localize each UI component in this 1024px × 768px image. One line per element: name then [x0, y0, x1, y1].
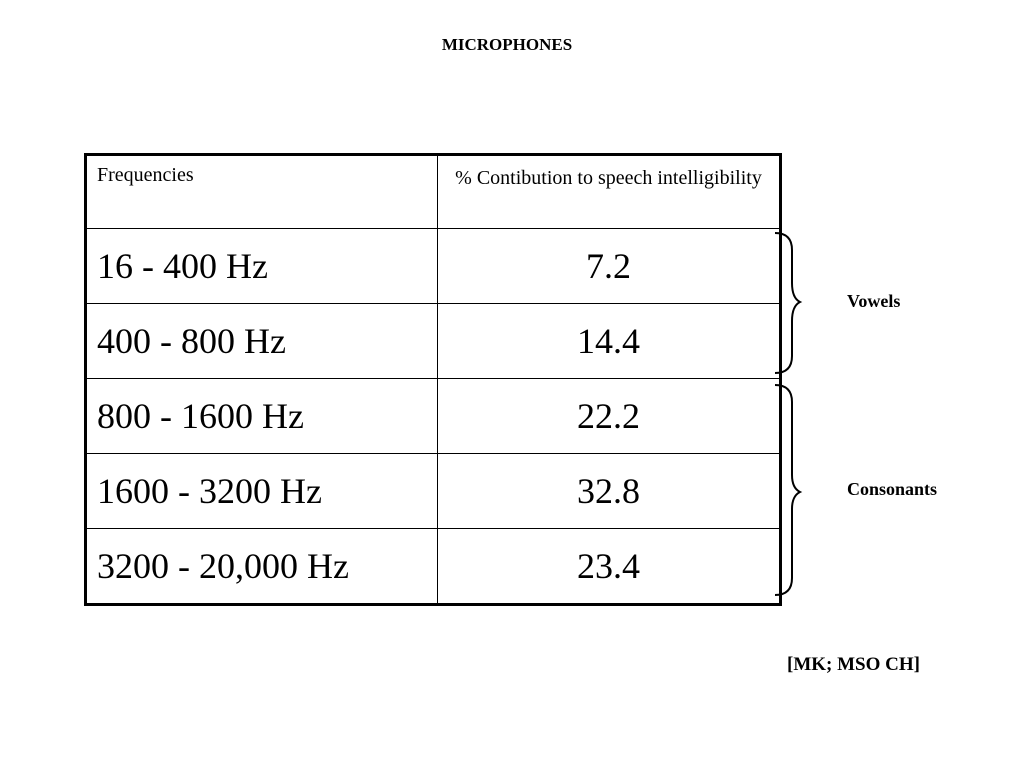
source-citation: [MK; MSO CH] — [787, 654, 920, 675]
page-title: MICROPHONES — [441, 35, 573, 54]
contribution-cell: 22.2 — [438, 379, 781, 454]
consonants-brace — [775, 385, 800, 595]
frequency-cell: 1600 - 3200 Hz — [86, 454, 438, 529]
table-header-row — [86, 155, 781, 229]
consonants-label: Consonants — [847, 479, 938, 499]
vowels-label: Vowels — [847, 291, 901, 311]
contribution-cell: 14.4 — [438, 304, 781, 379]
frequency-cell: 3200 - 20,000 Hz — [86, 529, 438, 605]
header-frequencies: Frequencies — [86, 155, 438, 229]
contribution-cell: 23.4 — [438, 529, 781, 605]
table-row — [86, 304, 781, 379]
frequency-table — [84, 153, 782, 606]
vowels-brace — [775, 233, 800, 373]
brace-group — [770, 228, 820, 600]
contribution-cell: 7.2 — [438, 229, 781, 304]
table-row — [86, 454, 781, 529]
frequency-cell: 800 - 1600 Hz — [86, 379, 438, 454]
frequency-cell: 16 - 400 Hz — [86, 229, 438, 304]
frequency-cell: 400 - 800 Hz — [86, 304, 438, 379]
header-contribution: % Contibution to speech intelligibility — [438, 155, 781, 229]
contribution-cell: 32.8 — [438, 454, 781, 529]
table-row — [86, 229, 781, 304]
table-row — [86, 379, 781, 454]
table-row — [86, 529, 781, 605]
